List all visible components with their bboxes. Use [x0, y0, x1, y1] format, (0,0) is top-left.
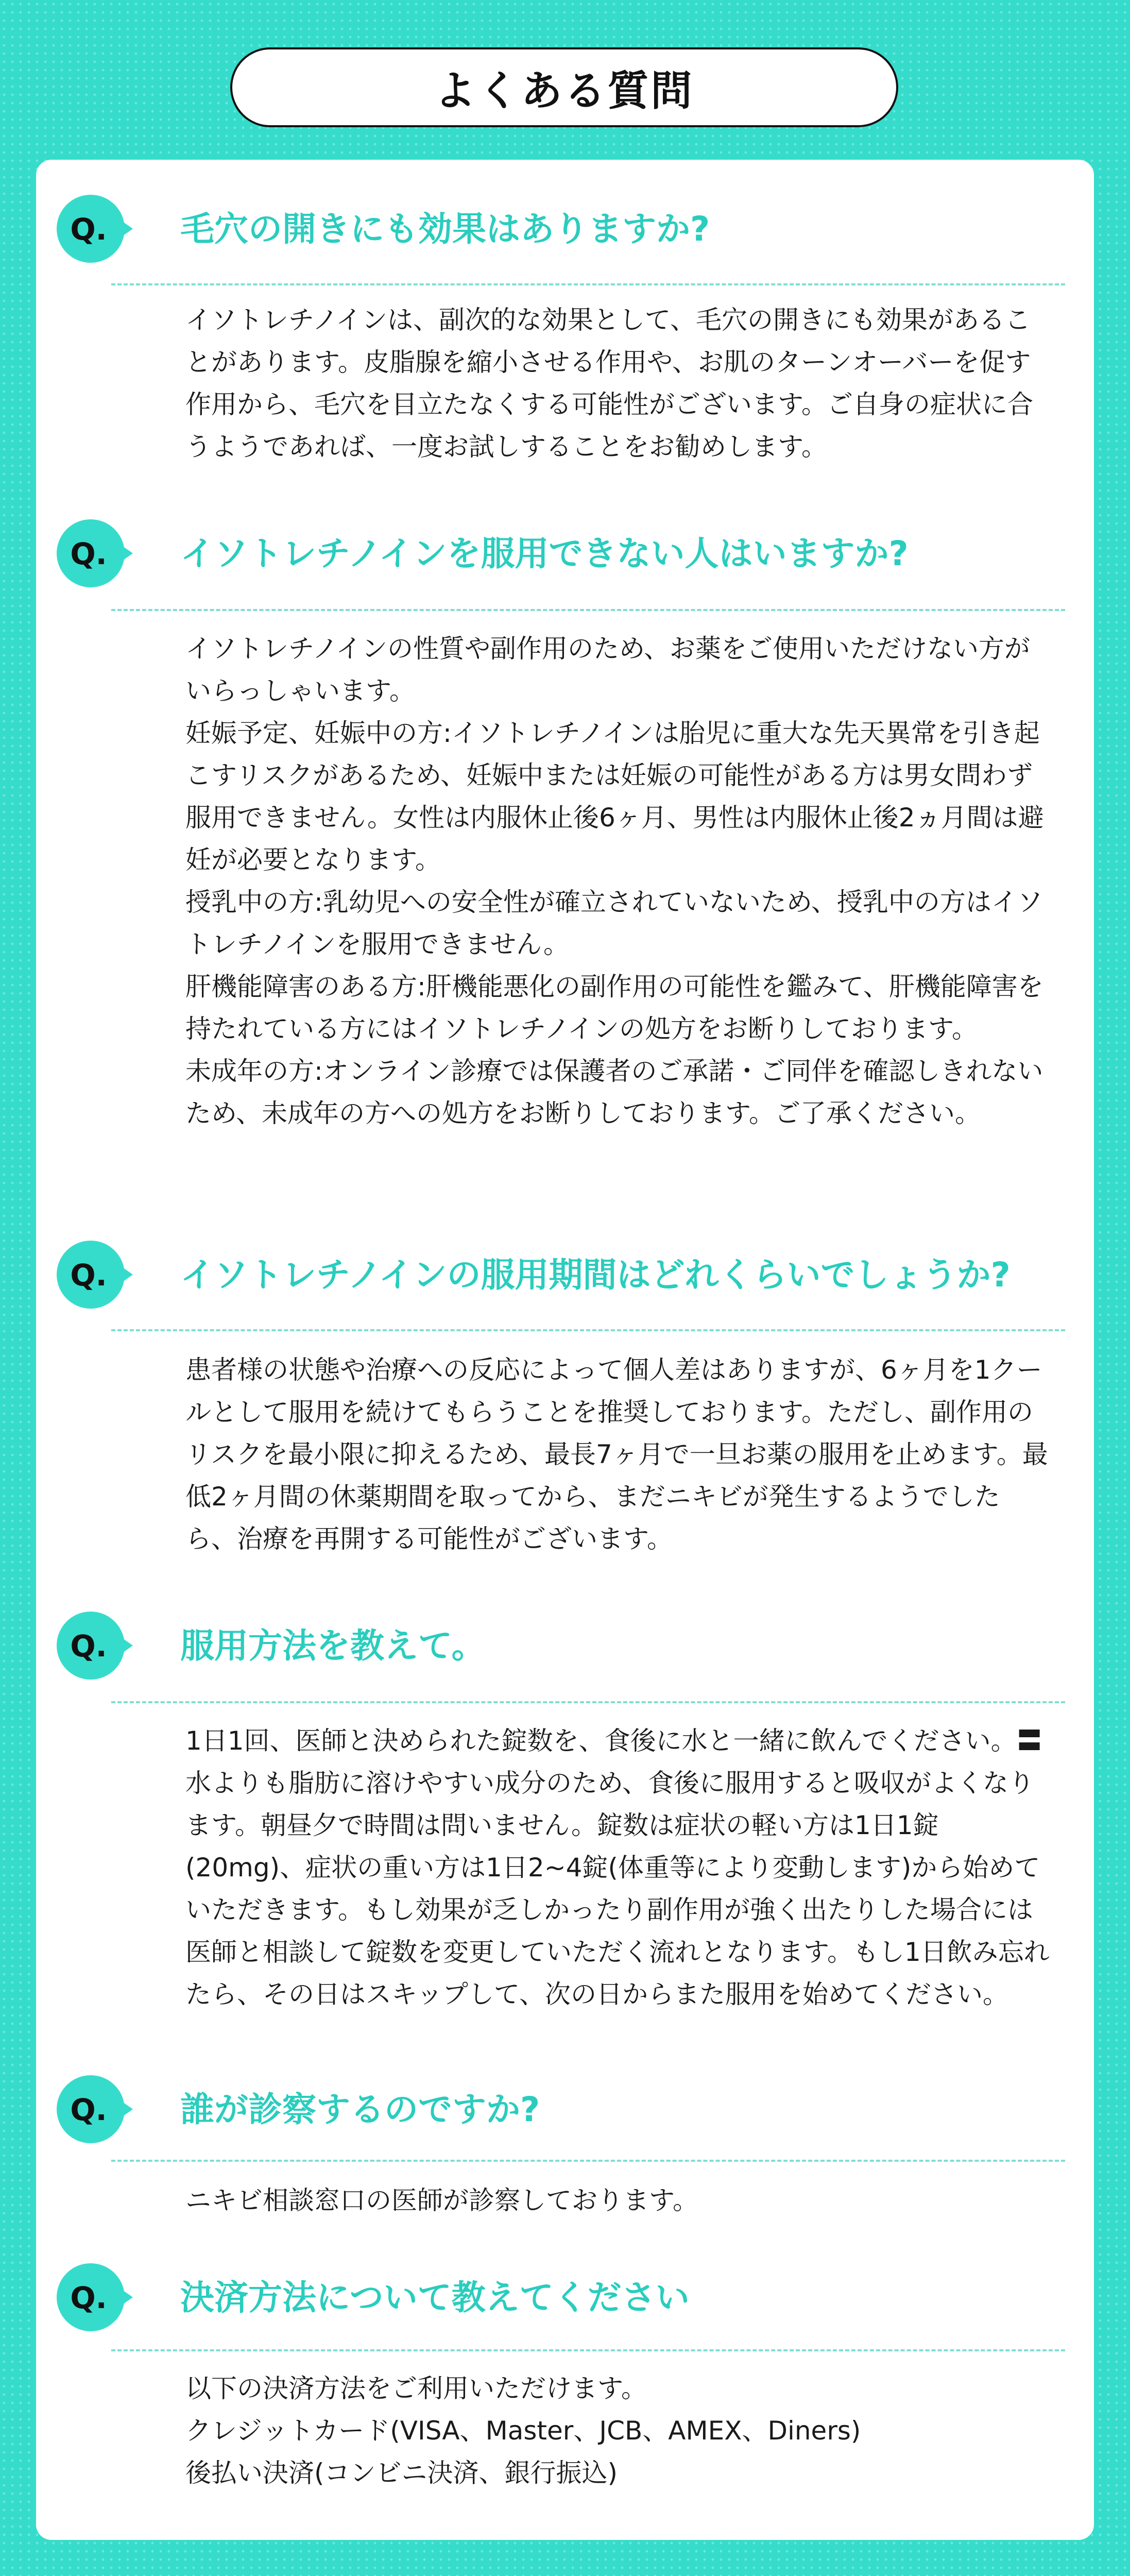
dashed-divider [111, 283, 1065, 285]
dashed-divider [111, 2160, 1065, 2162]
dashed-divider [111, 1701, 1065, 1703]
answer-text [185, 299, 1051, 468]
dashed-divider [111, 1329, 1065, 1331]
answer-text [185, 628, 1051, 1134]
answer-text [185, 2367, 1051, 2494]
answer-paragraph: イソトレチノインは、副次的な効果として、毛穴の開きにも効果があることがあります。皮脂腺を縮小させる作用や、お肌のターンオーバーを促す作用から、毛穴を目立たなくする可能性がございます。ご自身の症状に合うようであれば、一度お試しすることをお勧めします。 [185, 305, 1033, 462]
q-badge-icon [57, 2071, 133, 2147]
q-badge-icon [57, 515, 133, 591]
answer-paragraph: 未成年の方:オンライン診療では保護者のご承諾・ご同伴を確認しきれないため、未成年の方への処方をお断りしております。ご了承ください。 [185, 1056, 1043, 1128]
q-badge-icon [57, 1607, 133, 1684]
question-text: イソトレチノインを服用できない人はいますか? [180, 534, 909, 573]
q-badge-icon [57, 191, 133, 267]
answer-paragraph: クレジットカード(VISA、Master、JCB、AMEX、Diners) [185, 2416, 861, 2446]
question-text: 毛穴の開きにも効果はありますか? [180, 209, 710, 249]
answer-text [185, 1720, 1051, 2015]
question-text: 決済方法について教えてください [180, 2278, 690, 2317]
q-badge-icon [57, 1236, 133, 1313]
answer-paragraph: 以下の決済方法をご利用いただけます。 [185, 2374, 647, 2403]
answer-paragraph: 患者様の状態や治療への反応によって個人差はありますが、6ヶ月を1クールとして服用を続けてもらうことを推奨しております。ただし、副作用のリスクを最小限に抑えるため、最長7ヶ月で一旦お薬の服用を止めます。最低2ヶ月間の休薬期間を取ってから、まだニキビが発生するようでしたら、治療を再開する可能性がございます。 [185, 1355, 1048, 1554]
question-text: 服用方法を教えて。 [180, 1626, 486, 1666]
faq-card [36, 160, 1094, 2540]
q-mark: Q. [70, 1629, 107, 1664]
answer-paragraph: ニキビ相談窓口の医師が診察しております。 [185, 2185, 698, 2215]
q-mark: Q. [70, 212, 107, 247]
answer-paragraph: 妊娠予定、妊娠中の方:イソトレチノインは胎児に重大な先天異常を引き起こすリスクがあるため、妊娠中または妊娠の可能性がある方は男女問わず服用できません。女性は内服休止後6ヶ月、男性は内服休止後2ヵ月間は避妊が必要となります。 [185, 718, 1044, 875]
answer-paragraph: 肝機能障害のある方:肝機能悪化の副作用の可能性を鑑みて、肝機能障害を持たれている方にはイソトレチノインの処方をお断りしております。 [185, 972, 1043, 1044]
dashed-divider [111, 2349, 1065, 2351]
q-mark: Q. [70, 1258, 107, 1293]
q-badge-icon [57, 2259, 133, 2335]
answer-paragraph: 後払い決済(コンビニ決済、銀行振込) [185, 2458, 618, 2488]
answer-paragraph: 授乳中の方:乳幼児への安全性が確立されていないため、授乳中の方はイソトレチノインを服用できません。 [185, 887, 1043, 959]
faq-title: よくある質問 [230, 47, 898, 127]
answer-text [185, 1349, 1051, 1560]
dashed-divider [111, 609, 1065, 611]
answer-paragraph: 1日1回、医師と決められた錠数を、食後に水と一緒に飲んでください。〓水よりも脂肪に溶けやすい成分のため、食後に服用すると吸収がよくなります。朝昼夕で時間は問いません。錠数は症状の軽い方は1日1錠(20mg)、症状の重い方は1日2~4錠(体重等により変動します)から始めていただきます。もし効果が乏しかったり副作用が強く出たりした場合には医師と相談して錠数を変更していただく流れとなります。もし1日飲み忘れたら、その日はスキップして、次の日からまた服用を始めてください。 [185, 1726, 1050, 2009]
answer-paragraph: イソトレチノインの性質や副作用のため、お薬をご使用いただけない方がいらっしゃいます。 [185, 634, 1030, 706]
q-mark: Q. [70, 536, 107, 571]
q-mark: Q. [70, 2092, 107, 2127]
q-mark: Q. [70, 2280, 107, 2315]
question-text: 誰が診察するのですか? [180, 2090, 540, 2129]
answer-text [185, 2179, 1051, 2222]
question-text: イソトレチノインの服用期間はどれくらいでしょうか? [180, 1255, 1011, 1295]
